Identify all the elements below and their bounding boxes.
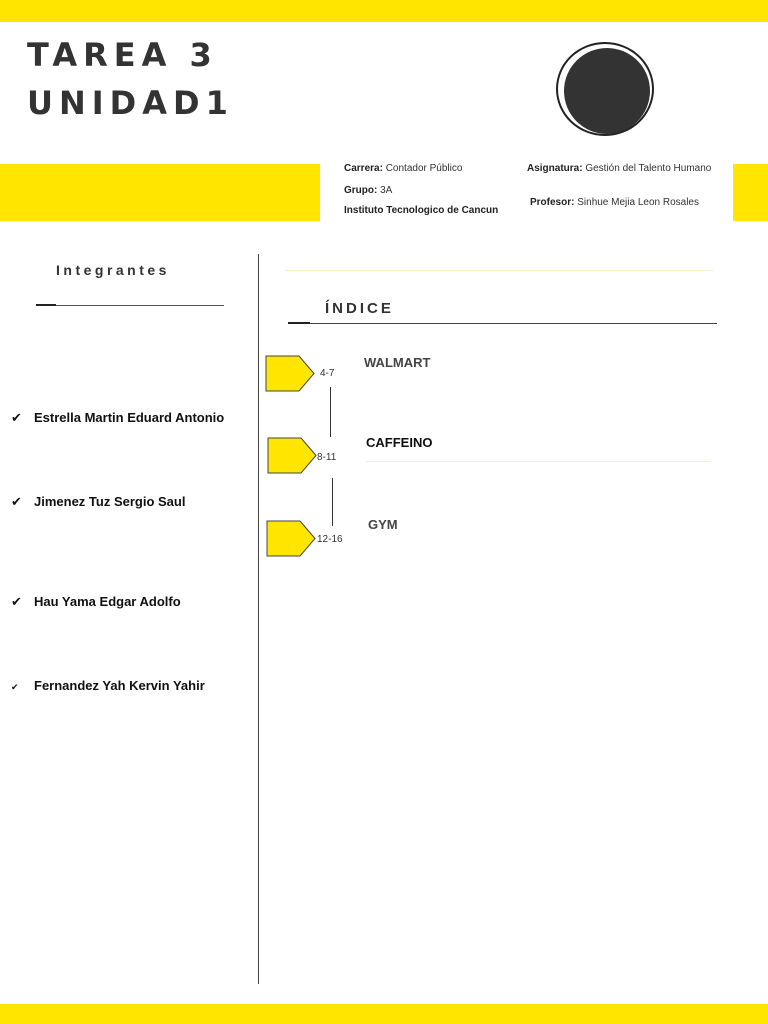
checkmark-icon: ✔ [11, 410, 22, 425]
index-item-title: WALMART [364, 355, 431, 370]
checkmark-icon: ✔ [11, 682, 19, 692]
tag-shape-icon [267, 437, 317, 474]
tag-shape-icon [266, 520, 316, 557]
top-accent-bar [0, 0, 768, 22]
integrantes-rule-accent [36, 304, 56, 306]
member-name: Fernandez Yah Kervin Yahir [34, 678, 205, 693]
index-pages: 4-7 [320, 368, 335, 379]
carrera-label: Carrera: [344, 163, 383, 174]
index-faint-rule [366, 461, 711, 462]
profesor-label: Profesor: [530, 197, 575, 208]
integrantes-heading: Integrantes [56, 262, 170, 278]
page-title-line2: UNIDAD1 [27, 84, 234, 122]
indice-rule [288, 323, 717, 324]
tag-shape-icon [265, 355, 315, 392]
indice-heading: ÍNDICE [325, 300, 394, 317]
integrantes-rule [36, 305, 224, 306]
index-item-title: GYM [368, 517, 398, 532]
member-item [11, 594, 181, 610]
member-item [11, 410, 224, 426]
profesor-value: Sinhue Mejia Leon Rosales [577, 197, 699, 208]
avatar [564, 48, 650, 134]
checkmark-icon: ✔ [11, 494, 22, 509]
checkmark-icon: ✔ [11, 594, 22, 609]
grupo-value: 3A [380, 185, 393, 196]
header-band-left [0, 164, 320, 221]
column-divider [258, 254, 259, 984]
indice-rule-accent [288, 322, 310, 324]
member-name: Estrella Martin Eduard Antonio [34, 410, 225, 425]
info-asignatura [527, 163, 711, 174]
member-name: Jimenez Tuz Sergio Saul [34, 494, 186, 509]
page-title-line1: TAREA 3 [27, 36, 218, 74]
asignatura-value: Gestión del Talento Humano [585, 163, 712, 174]
info-carrera [344, 163, 462, 174]
index-item-title: CAFFEINO [366, 435, 433, 450]
bottom-accent-bar [0, 1004, 768, 1024]
index-pages: 12-16 [317, 534, 343, 545]
member-item [11, 494, 185, 510]
info-profesor [530, 197, 699, 208]
carrera-value: Contador Público [385, 163, 463, 174]
member-name: Hau Yama Edgar Adolfo [34, 594, 181, 609]
header-band-right [733, 164, 768, 221]
info-instituto: Instituto Tecnologico de Cancun [344, 205, 499, 216]
index-connector [330, 387, 331, 437]
index-connector [332, 478, 333, 526]
index-pages: 8-11 [317, 452, 337, 463]
grupo-label: Grupo: [344, 185, 378, 196]
member-item [11, 678, 205, 693]
asignatura-label: Asignatura: [527, 163, 583, 174]
info-grupo [344, 185, 392, 196]
indice-top-rule [285, 270, 713, 271]
